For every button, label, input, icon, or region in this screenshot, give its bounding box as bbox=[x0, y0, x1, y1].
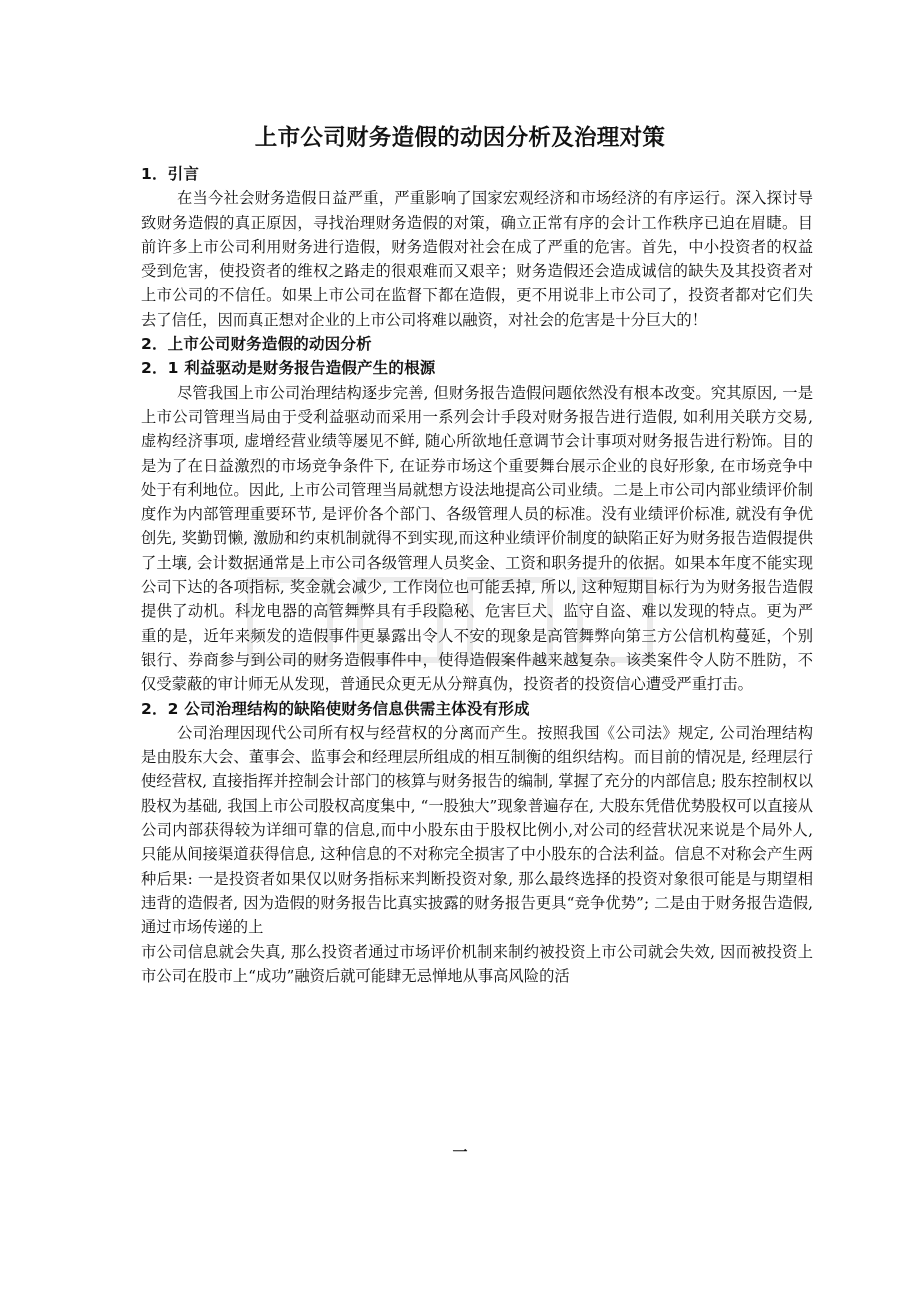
paragraph-introduction: 在当今社会财务造假日益严重，严重影响了国家宏观经济和市场经济的有序运行。深入探讨导致财务造假的真正原因，寻找治理财务造假的对策，确立正常有序的会计工作秩序已迫在眉睫。目前许多上市公司利用财务进行造假，财务造假对社会在成了严重的危害。首先，中小投资者的权益受到危害，使投资者的维权之路走的很艰难而又艰辛；财务造假还会造成诚信的缺失及其投资者对上市公司的不信任。如果上市公司在监督下都在造假，更不用说非上市公司了，投资者都对它们失去了信任，因而真正想对企业的上市公司将难以融资，对社会的危害是十分巨大的！ bbox=[141, 189, 813, 329]
section-heading-motive-analysis: 2．上市公司财务造假的动因分析 bbox=[141, 335, 372, 354]
subsection-heading-profit-driven: 2．1 利益驱动是财务报告造假产生的根源 bbox=[141, 359, 436, 378]
document-body bbox=[141, 162, 813, 988]
paragraph-governance-continued: 市公司信息就会失真, 那么投资者通过市场评价机制来制约被投资上市公司就会失效, 因而被投资上市公司在股市上“成功”融资后就可能肆无忌惮地从事高风险的活 bbox=[141, 942, 813, 985]
paragraph-profit-driven: 尽管我国上市公司治理结构逐步完善, 但财务报告造假问题依然没有根本改变。究其原因, 一是上市公司管理当局由于受利益驱动而采用一系列会计手段对财务报告进行造假, 如利用关联方交易,虚构经济事项, 虚增经营业绩等屡见不鲜, 随心所欲地任意调节会计事项对财务报告进行粉饰。目的是为了在日益激烈的市场竞争条件下, 在证券市场这个重要舞台展示企业的良好形象, 在市场竞争中处于有利地位。因此, 上市公司管理当局就想方设法地提高公司业绩。二是上市公司内部业绩评价制度作为内部管理重要环节, 是评价各个部门、各级管理人员的标准。没有业绩评价标准, 就没有争优创先, 奖勤罚懒, 激励和约束机制就得不到实现,而这种业绩评价制度的缺陷正好为财务报告造假提供了土壤, 会计数据通常是上市公司各级管理人员奖金、工资和职务提升的依据。如果本年度不能实现公司下达的各项指标, 奖金就会减少, 工作岗位也可能丢掉, 所以, 这种短期目标行为为财务报告造假提供了动机。科龙电器的高管舞弊具有手段隐秘、危害巨犬、监守自盗、难以发现的特点。更为严重的是，近年来频发的造假事件更暴露出令人不安的现象是高管舞弊向第三方公信机构蔓延，个别银行、券商参与到公司的财务造假事件中，使得造假案件越来越复杂。该类案件令人防不胜防，不仅受蒙蔽的审计师无从发现，普通民众更无从分辩真伪，投资者的投资信心遭受严重打击。 bbox=[141, 383, 813, 694]
paragraph-governance-defects: 公司治理因现代公司所有权与经营权的分离而产生。按照我国《公司法》规定, 公司治理结构是由股东大会、董事会、监事会和经理层所组成的相互制衡的组织结构。而目前的情况是, 经理层行使经营权, 直接指挥并控制会计部门的核算与财务报告的编制, 掌握了充分的内部信息; 股东控制权以股权为基础, 我国上市公司股权高度集中, “一股独大”现象普遍存在, 大股东凭借优势股权可以直接从公司内部获得较为详细可靠的信息,而中小股东由于股权比例小,对公司的经营状况来说是个局外人, 只能从间接渠道获得信息, 这种信息的不对称完全损害了中小股东的合法利益。信息不对称会产生两种后果: 一是投资者如果仅以财务指标来判断投资对象, 那么最终选择的投资对象很可能是与期望相违背的造假者, 因为造假的财务报告比真实披露的财务报告更具“竞争优势”; 二是由于财务报告造假, 通过市场传递的上 bbox=[141, 723, 813, 937]
section-heading-introduction: 1．引言 bbox=[141, 165, 200, 183]
document-title: 上市公司财务造假的动因分析及治理对策 bbox=[254, 125, 666, 151]
subsection-heading-governance-defects: 2．2 公司治理结构的缺陷使财务信息供需主体没有形成 bbox=[141, 699, 530, 718]
page-number: 一 bbox=[452, 1143, 468, 1161]
